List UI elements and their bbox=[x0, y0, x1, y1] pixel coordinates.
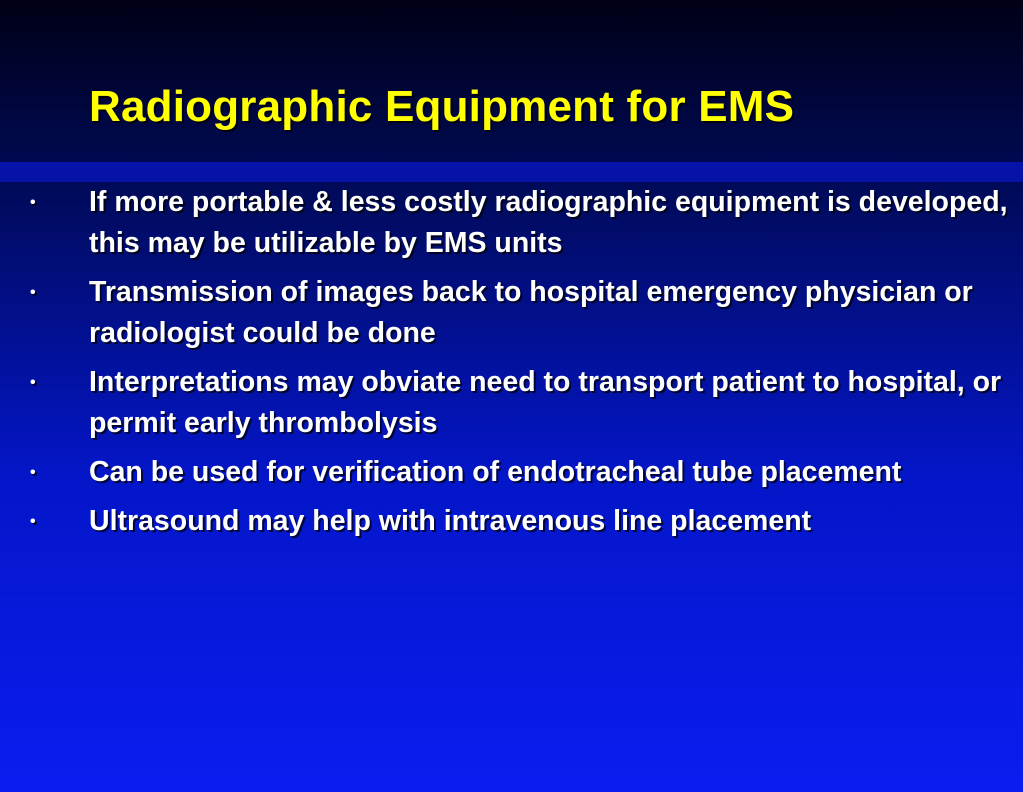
bullet-icon: • bbox=[30, 513, 36, 530]
bullet-icon: • bbox=[30, 464, 36, 481]
bullet-item bbox=[0, 182, 1023, 264]
bullet-item bbox=[0, 452, 1023, 493]
bullet-item bbox=[0, 272, 1023, 354]
bullet-item bbox=[0, 501, 1023, 542]
title-divider-band bbox=[0, 162, 1023, 182]
bullet-icon: • bbox=[30, 194, 36, 211]
slide-title: Radiographic Equipment for EMS bbox=[89, 82, 795, 131]
bullet-item bbox=[0, 362, 1023, 444]
bullet-icon: • bbox=[30, 284, 36, 301]
bullet-list bbox=[0, 182, 1023, 550]
bullet-text: Interpretations may obviate need to transport patient to hospital, or permit early thrombolysis bbox=[89, 366, 1002, 439]
bullet-text: Ultrasound may help with intravenous line placement bbox=[89, 505, 812, 537]
bullet-text: Transmission of images back to hospital emergency physician or radiologist could be done bbox=[89, 276, 973, 349]
bullet-text: Can be used for verification of endotracheal tube placement bbox=[89, 456, 902, 488]
bullet-icon: • bbox=[30, 374, 36, 391]
bullet-text: If more portable & less costly radiographic equipment is developed, this may be utilizable by EMS units bbox=[89, 186, 1008, 259]
